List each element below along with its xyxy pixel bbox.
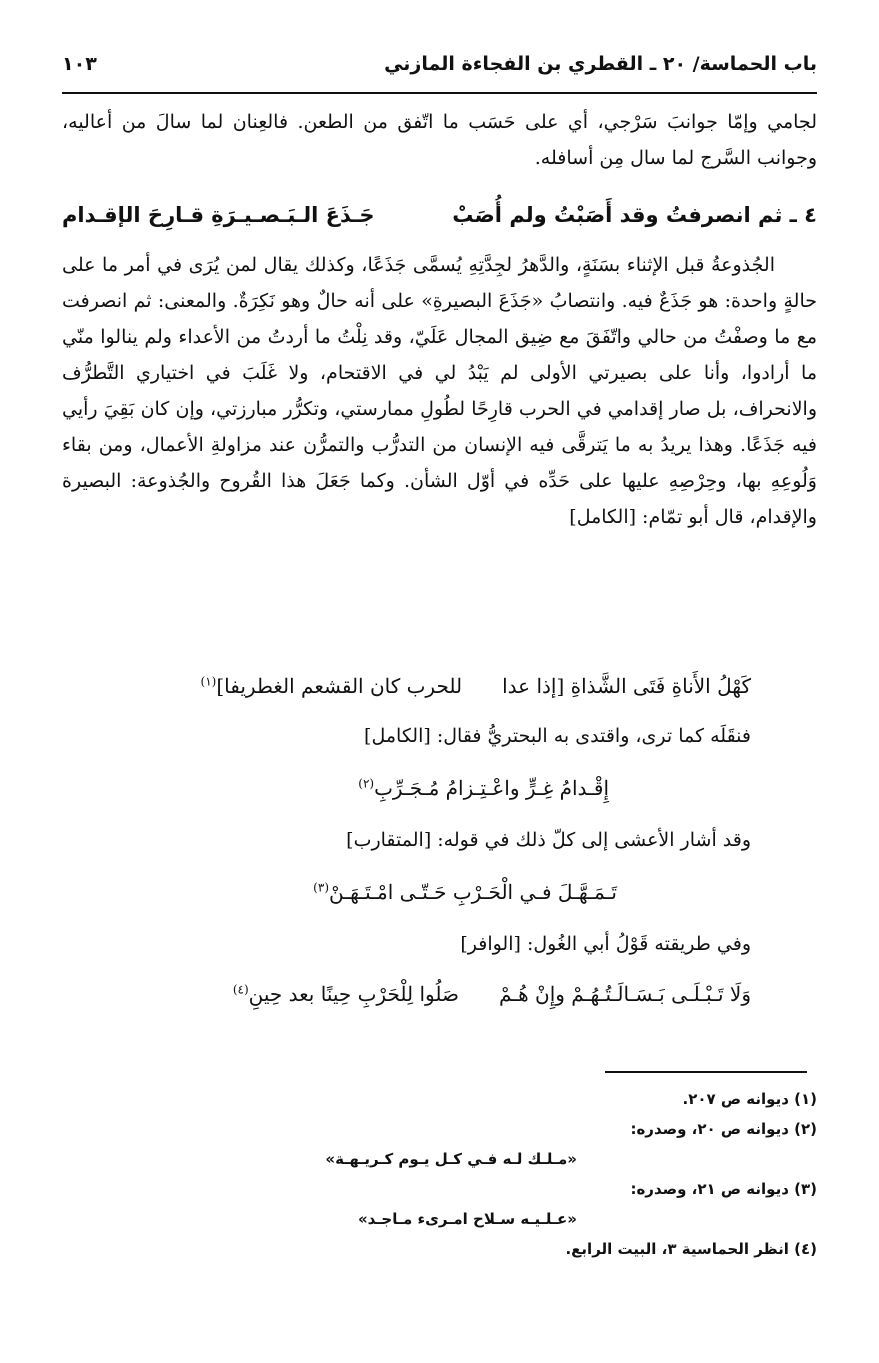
verse-heading-hemistich-2: جَـذَعَ الـبَـصـيـرَةِ قـارِحَ الإقـدام [62,203,375,227]
verse-abu-ghul [233,976,751,1012]
footnote-1: (١) ديوانه ص ٢٠٧. [682,1090,817,1108]
footnote-ref-2: (٢) [358,776,375,791]
footnote-2-verse: «مـلـك لـه فـي كـل يـوم كـريـهـة» [325,1150,577,1168]
chapter-title: باب الحماسة/ ٢٠ ـ القطري بن الفجاءة المازني [384,53,817,75]
verse-heading [62,195,817,235]
footnote-4: (٤) انظر الحماسية ٣، البيت الرابع. [565,1240,817,1258]
paragraph-commentary: الجُذوعةُ قبل الإثناء بسَنَةٍ، والدَّهرُ لجِدَّتِهِ يُسمَّى جَذَعًا، وكذلك يقال لمن يُرَى في أمر ما على حالةٍ واحدة: هو جَذَعٌ فيه. وانتصابُ «جَذَعَ البصيرةِ» على أنه حالٌ وهو نَكِرَةٌ. والمعنى: ثم انصرفت مع ما وصفْتُ من حالي واتّفَقَ مع ضِيق المجال عَلَيّ، وقد نِلْتُ ما أردتُ من الأعداء ولم ينالوا منّي ما أرادوا، وأنا على بصيرتي الأولى لم يَبْدُ لي في الاقتحام، ولا غَلَبَ في اختياري التَّطرُّف والانحراف، بل صار إقدامي في الحرب قارِحًا لطُولِ ممارستي، وتكرُّر مبارزتي، وإن كان بَقِيَ رأيي فيه جَذَعًا. وهذا يريدُ به ما يَترقَّى فيه الإنسان من التدرُّب والتمرُّن عند مزاولةِ الأعمال، ومن بقاء وَلُوعِهِ بها، وحِرْصِهِ عليها على حَدِّه في أوّل الشأن. وكما جَعَلَ هذا القُروح والجُذوعة: البصيرة والإقدام، قال أبو تمّام: [الكامل] [62,254,817,528]
footnote-ref-1: (١) [200,674,217,689]
verse-abu-tammam [201,668,751,704]
verse-buhturi [358,770,609,806]
footnote-3-verse: «عـلـيـه سـلاح امـرىء مـاجـد» [357,1210,577,1228]
verse-asha [313,874,617,910]
verse-3-text: تَـمَـهَّـلَ فـي الْحَـرْبِ حَـتّـى امْـتَـهَـنْ [329,880,617,904]
verse-4-hemistich-2: صَلُوا لِلْحَرْبِ حِينًا بعد حِينِ [248,982,459,1006]
line-buhturi-intro: فنقَلَه كما ترى، واقتدى به البحتريُّ فقال: [الكامل] [364,725,751,747]
header-divider [62,92,817,94]
verse-2-text: إِقْـدامُ غِـرٍّ واعْـتِـزامُ مُـجَـرِّبِ [374,776,609,800]
running-header [62,44,817,84]
footnote-3: (٣) ديوانه ص ٢١، وصدره: [630,1180,817,1198]
page-number: ١٠٣ [62,53,97,75]
footnote-divider [605,1071,807,1073]
verse-1-hemistich-2: للحرب كان القشعم الغطريفا] [216,674,463,698]
footnote-2: (٢) ديوانه ص ٢٠، وصدره: [630,1120,817,1138]
verse-4-hemistich-1: وَلَا تَـبْـلَـى بَـسَـالَـتُـهُـمْ وإِنْ هُـمْ [498,982,751,1006]
verse-heading-hemistich-1: ٤ ـ ثم انصرفتُ وقد أَصَبْتُ ولم أُصَبْ [452,203,817,227]
line-abu-ghul-intro: وفي طريقته قَوْلُ أبي الغُول: [الوافر] [460,933,751,955]
footnote-ref-3: (٣) [313,880,329,895]
verse-1-hemistich-1: كَهْلُ الأَناةِ فَتَى الشَّذاةِ [إذا عدا [502,674,751,698]
line-asha-intro: وقد أشار الأعشى إلى كلّ ذلك في قوله: [المتقارب] [346,829,751,851]
paragraph-intro: لجامي وإمّا جوانبَ سَرْجي، أي على حَسَب ما اتّفق من الطعن. فالعِنان لما سالَ من أعاليه، وجوانب السَّرج لما سال مِن أسافله. [62,111,817,169]
footnote-ref-4: (٤) [232,982,249,997]
